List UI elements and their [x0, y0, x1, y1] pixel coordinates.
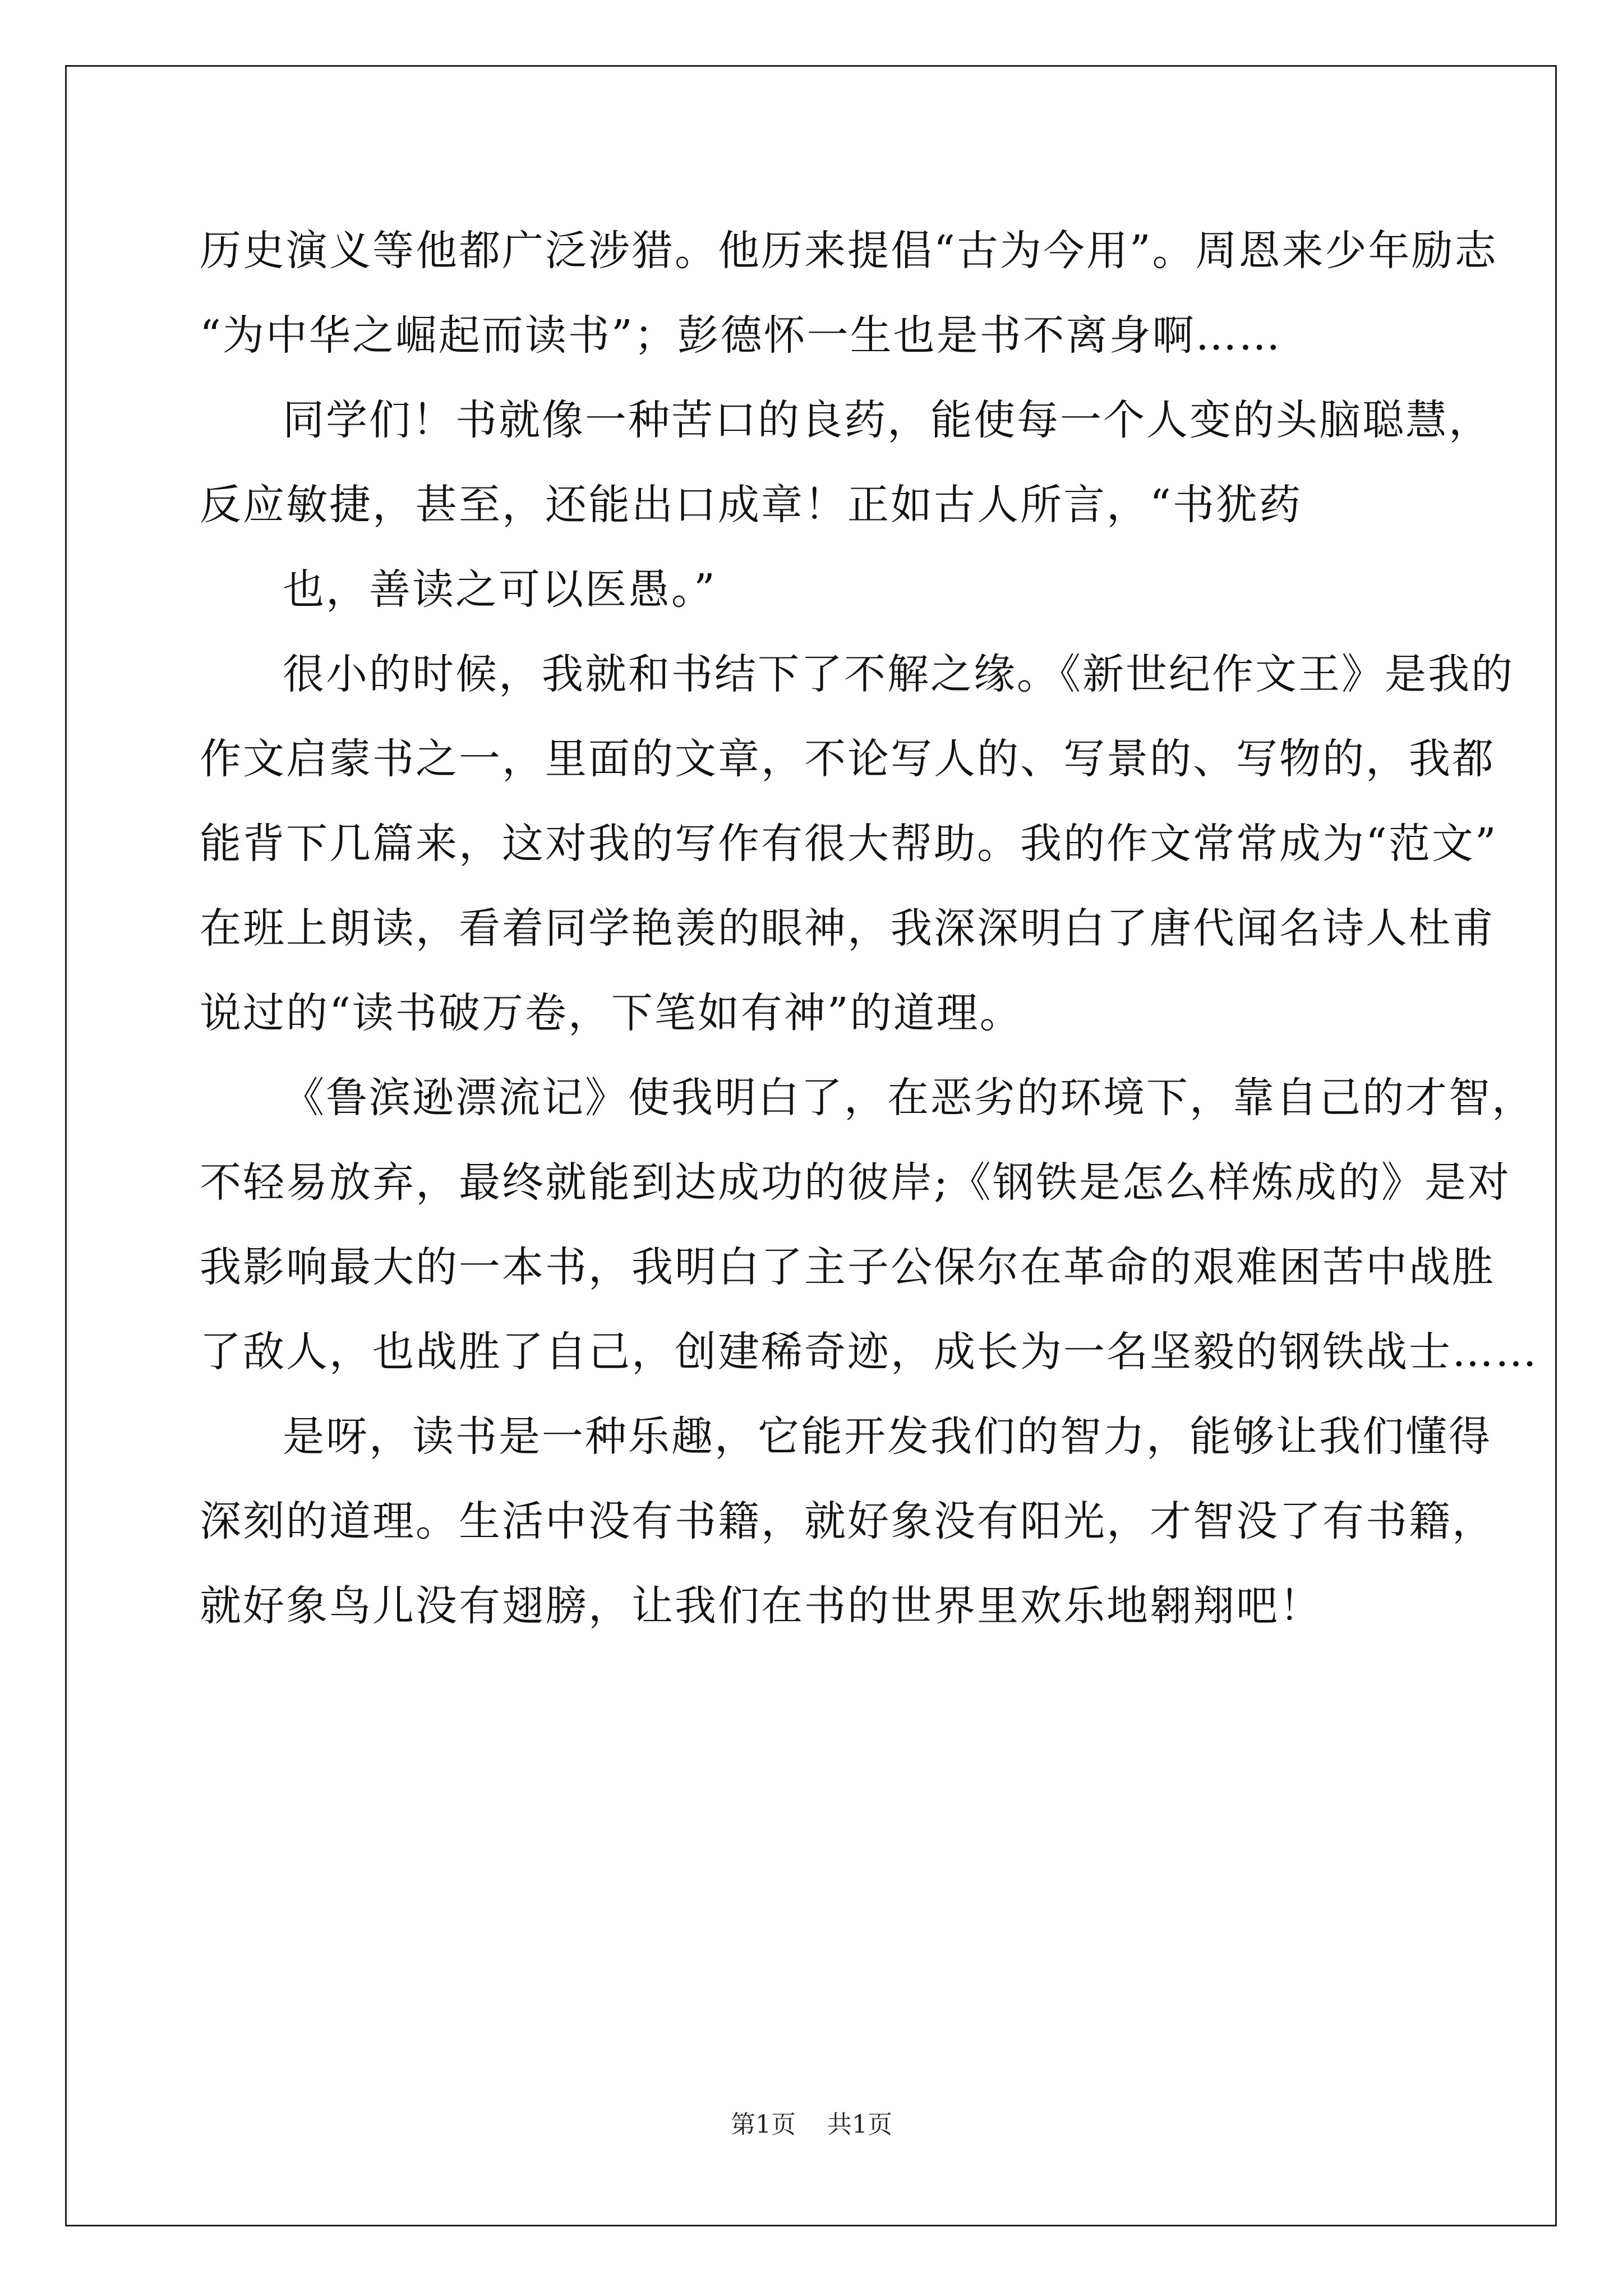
text-line: 不轻易放弃，最终就能到达成功的彼岸;《钢铁是怎么样炼成的》是对	[200, 1158, 1511, 1207]
text-line: 作文启蒙书之一，里面的文章，不论写人的、写景的、写物的，我都	[200, 735, 1495, 783]
text-line: 就好象鸟儿没有翅膀，让我们在书的世界里欢乐地翱翔吧！	[200, 1582, 1322, 1630]
text-line: 深刻的道理。生活中没有书籍，就好象没有阳光，才智没了有书籍，	[200, 1497, 1495, 1545]
text-line: 很小的时候，我就和书结下了不解之缘。《新世纪作文王》是我的	[283, 650, 1514, 698]
page-number: 第1页	[731, 2110, 796, 2139]
text-line: 《鲁滨逊漂流记》使我明白了，在恶劣的环境下，靠自己的才智，	[283, 1074, 1535, 1122]
text-line: “为中华之崛起而读书”；彭德怀一生也是书不离身啊……	[200, 311, 1282, 360]
text-line: 能背下几篇来，这对我的写作有很大帮助。我的作文常常成为“范文”	[200, 820, 1498, 868]
text-line: 是呀，读书是一种乐趣，它能开发我们的智力，能够让我们懂得	[283, 1412, 1492, 1461]
document-body	[200, 209, 1538, 1649]
text-line: 反应敏捷，甚至，还能出口成章！正如古人所言，“书犹药	[200, 481, 1302, 529]
text-line: 说过的“读书破万卷，下笔如有神”的道理。	[200, 989, 1023, 1037]
text-line: 也，善读之可以医愚。”	[283, 565, 717, 614]
page-total: 共1页	[827, 2110, 892, 2139]
page-footer	[0, 2108, 1623, 2142]
text-line: 了敌人，也战胜了自己，创建稀奇迹，成长为一名坚毅的钢铁战士……	[200, 1328, 1538, 1376]
text-line: 历史演义等他都广泛涉猎。他历来提倡“古为今用”。周恩来少年励志	[200, 227, 1498, 275]
text-line: 同学们！书就像一种苦口的良药，能使每一个人变的头脑聪慧，	[283, 396, 1492, 444]
text-line: 在班上朗读，看着同学艳羡的眼神，我深深明白了唐代闻名诗人杜甫	[200, 904, 1495, 953]
text-line: 我影响最大的一本书，我明白了主子公保尔在革命的艰难困苦中战胜	[200, 1243, 1495, 1291]
